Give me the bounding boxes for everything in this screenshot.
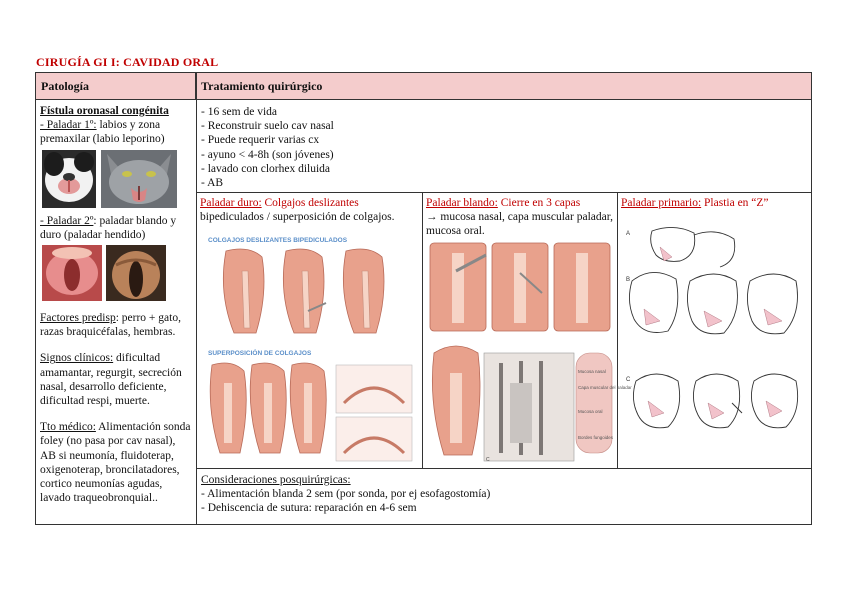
palate1-paragraph: - Paladar 1º: labios y zona premaxilar (labio leporino) [40,119,165,146]
cleft-lip-photos [40,150,193,212]
figure-letter: A [626,231,631,237]
figure-label: Capa muscular del paladar [578,385,632,390]
primary-palate-cell: Paladar primario: Plastia en “Z” [621,197,769,209]
figure-letter: C [486,457,490,463]
cat-cleft-lip-photo [101,150,177,208]
list-item: - Reconstruir suelo cav nasal [201,120,334,133]
figure-label: Bordes fungoides [578,435,614,440]
factors-paragraph: Factores predisp: perro + gato, razas braquicéfalas, hembras. [40,312,181,339]
figure-title-bipediculados: COLGAJOS DESLIZANTES BIPEDICULADOS [208,237,348,244]
content-table [35,72,812,525]
list-item: - Alimentación blanda 2 sem (por sonda, por ej esofagostomía) [201,488,491,501]
list-item: - lavado con clorhex diluida [201,162,331,175]
page-title: CIRUGÍA GI I: CAVIDAD ORAL [36,55,219,69]
soft-palate-cell: Paladar blando: Cierre en 3 capas → mucosa nasal, capa muscular paladar, mucosa oral. [426,197,613,238]
soft-palate-closure-diagram [426,243,632,465]
figure-letter: C [626,377,631,383]
signs-paragraph: Signos clínicos: dificultad amamantar, regurgit, secreción nasal, desarrollo deficiente, dificultad respi, muerte. [40,352,182,408]
pathology-column [40,104,193,505]
puppy-cleft-lip-photo [42,150,96,208]
list-item: - AB [201,177,224,190]
figure-letter: B [626,277,631,283]
list-item: - Dehiscencia de sutura: reparación en 4-6 sem [201,502,417,515]
cleft-palate-photos [40,245,193,305]
header-pathology: Patología [36,73,196,100]
soft-palate-cleft-photo [42,245,102,301]
hard-palate-cell: Paladar duro: Colgajos deslizantes bipediculados / superposición de colgajos. [200,197,395,224]
figure-title-superposicion: SUPERPOSICIÓN DE COLGAJOS [208,350,312,357]
tto-paragraph: Tto médico: Alimentación sonda foley (no pasa por cav nasal), AB si neumonía, fluidoterap, oxigenoterap, broncilatadores, cortico neumonías agudas, lavado traqueobronquial.. [40,421,191,505]
header-treatment: Tratamiento quirúrgico [196,73,811,100]
general-treatment-list [201,105,601,190]
list-item: - Puede requerir varias cx [201,134,320,147]
figure-label: Mucosa nasal [578,369,606,374]
fistula-heading: Fístula oronasal congénita [40,105,169,117]
figure-label: Mucosa oral [578,409,603,414]
hard-palate-flaps-diagram [204,233,416,465]
list-item: - 16 sem de vida [201,106,278,118]
list-item: - ayuno < 4-8h (son jóvenes) [201,148,334,161]
postop-heading: Consideraciones posquirúrgicas: [201,474,351,486]
z-plasty-diagram [624,221,808,465]
hard-palate-cleft-photo [106,245,166,301]
postop-cell [201,473,801,516]
palate2-paragraph: - Paladar 2º: paladar blando y duro (paladar hendido) [40,214,177,241]
